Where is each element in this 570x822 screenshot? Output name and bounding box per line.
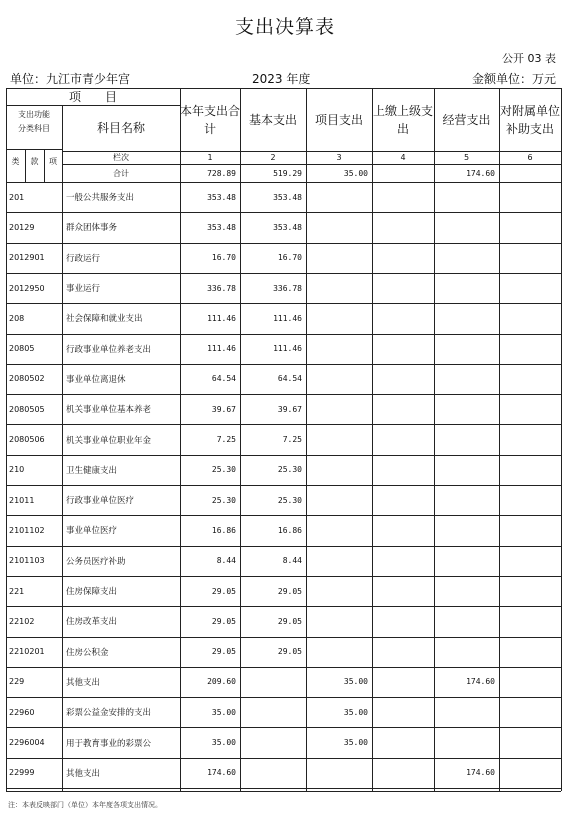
row-value: 35.00 xyxy=(343,677,368,687)
header-column-2: 基本支出 xyxy=(248,112,297,127)
row-code: 210 xyxy=(9,465,25,475)
row-value xyxy=(306,455,372,485)
grid-line xyxy=(6,88,561,89)
row-code: 2210201 xyxy=(9,647,45,657)
row-value xyxy=(499,515,561,545)
row-value xyxy=(434,697,499,727)
row-value xyxy=(499,727,561,757)
grid-line xyxy=(561,88,562,791)
row-value: 353.48 xyxy=(207,222,236,232)
row-code: 2012950 xyxy=(9,283,45,293)
header-item-label: 项 目 xyxy=(68,89,117,104)
row-value xyxy=(306,485,372,515)
total-label: 合计 xyxy=(113,168,129,178)
row-code: 221 xyxy=(9,586,25,596)
row-value: 111.46 xyxy=(207,344,236,354)
header-column-5: 经营支出 xyxy=(442,112,491,127)
row-value: 16.70 xyxy=(211,253,236,263)
header-column-1: 本年支出合计 xyxy=(180,103,240,136)
row-value xyxy=(499,394,561,424)
row-value xyxy=(372,303,434,333)
grid-line xyxy=(6,546,561,547)
row-value xyxy=(306,243,372,273)
row-name: 机关事业单位职业年金 xyxy=(66,435,152,446)
grid-line xyxy=(6,149,62,150)
fiscal-year: 2023 年度 xyxy=(252,72,311,86)
row-value xyxy=(372,455,434,485)
row-value: 25.30 xyxy=(211,495,236,505)
row-value xyxy=(434,606,499,636)
row-value: 8.44 xyxy=(282,556,302,566)
row-name: 其他支出 xyxy=(66,677,101,688)
row-value: 25.30 xyxy=(211,465,236,475)
row-value: 353.48 xyxy=(273,192,302,202)
row-value xyxy=(434,515,499,545)
grid-line xyxy=(6,424,561,425)
row-value: 29.05 xyxy=(277,647,302,657)
row-value xyxy=(306,212,372,242)
grid-line xyxy=(6,88,7,791)
row-value xyxy=(499,364,561,394)
column-index-4: 4 xyxy=(400,153,406,162)
row-value xyxy=(372,606,434,636)
row-value xyxy=(372,273,434,303)
row-code: 20129 xyxy=(9,222,35,232)
row-value xyxy=(306,758,372,788)
row-value: 29.05 xyxy=(277,586,302,596)
grid-line xyxy=(6,303,561,304)
grid-line xyxy=(6,697,561,698)
table-number: 公开 03 表 xyxy=(502,52,556,65)
grid-line xyxy=(62,105,63,791)
row-value xyxy=(434,546,499,576)
row-code: 2080506 xyxy=(9,435,45,445)
grid-line xyxy=(240,88,241,791)
grid-line xyxy=(499,88,500,791)
row-value: 353.48 xyxy=(273,222,302,232)
header-column-6: 对附属单位补助支出 xyxy=(499,103,560,136)
row-value xyxy=(499,424,561,454)
grid-line xyxy=(62,164,561,165)
row-value: 29.05 xyxy=(211,647,236,657)
row-value: 29.05 xyxy=(277,616,302,626)
grid-line xyxy=(6,182,561,183)
row-value xyxy=(372,424,434,454)
grid-line xyxy=(62,151,561,152)
row-value xyxy=(306,182,372,212)
row-value xyxy=(499,334,561,364)
total-value-6 xyxy=(499,164,561,182)
row-value: 35.00 xyxy=(343,738,368,748)
row-value xyxy=(372,758,434,788)
row-value: 16.86 xyxy=(211,525,236,535)
row-name: 住房保障支出 xyxy=(66,587,118,598)
row-value xyxy=(372,212,434,242)
row-value xyxy=(499,485,561,515)
unit-name: 单位：九江市青少年宫 xyxy=(10,72,131,86)
row-value xyxy=(306,606,372,636)
row-value xyxy=(434,576,499,606)
row-value xyxy=(306,273,372,303)
row-value xyxy=(434,364,499,394)
row-name: 卫生健康支出 xyxy=(66,465,118,476)
row-value: 29.05 xyxy=(211,616,236,626)
grid-line xyxy=(6,455,561,456)
row-value xyxy=(306,515,372,545)
row-value xyxy=(434,212,499,242)
row-name: 群众团体事务 xyxy=(66,223,118,234)
total-value-1: 728.89 xyxy=(207,168,236,178)
row-value: 209.60 xyxy=(207,677,236,687)
row-value xyxy=(372,182,434,212)
row-value: 25.30 xyxy=(277,495,302,505)
grid-line xyxy=(6,606,561,607)
total-value-2: 519.29 xyxy=(273,168,302,178)
row-code: 22960 xyxy=(9,707,35,717)
header-xiang: 项 xyxy=(49,157,57,166)
row-value: 336.78 xyxy=(207,283,236,293)
row-value xyxy=(434,485,499,515)
row-value: 64.54 xyxy=(211,374,236,384)
row-value xyxy=(372,334,434,364)
row-value xyxy=(499,182,561,212)
row-code: 22102 xyxy=(9,616,35,626)
row-value xyxy=(372,394,434,424)
row-value xyxy=(499,576,561,606)
header-column-4: 上缴上级支出 xyxy=(372,103,433,136)
row-value xyxy=(306,364,372,394)
row-name: 事业单位离退休 xyxy=(66,374,126,385)
row-name: 社会保障和就业支出 xyxy=(66,314,143,325)
row-name: 其他支出 xyxy=(66,768,101,779)
row-value xyxy=(240,697,306,727)
row-value xyxy=(499,273,561,303)
row-value xyxy=(499,303,561,333)
row-name: 事业运行 xyxy=(66,284,101,295)
row-value xyxy=(372,667,434,697)
row-value xyxy=(372,243,434,273)
row-value: 64.54 xyxy=(277,374,302,384)
grid-line xyxy=(372,88,373,791)
row-value xyxy=(434,637,499,667)
row-value xyxy=(306,334,372,364)
row-value: 111.46 xyxy=(207,313,236,323)
row-value: 8.44 xyxy=(216,556,236,566)
grid-line xyxy=(25,149,26,182)
row-code: 2080502 xyxy=(9,374,45,384)
row-value: 16.70 xyxy=(277,253,302,263)
row-value xyxy=(499,758,561,788)
row-name: 行政运行 xyxy=(66,253,101,264)
grid-line xyxy=(6,334,561,335)
grid-line xyxy=(6,394,561,395)
row-name: 行政事业单位养老支出 xyxy=(66,344,152,355)
row-value xyxy=(499,212,561,242)
row-value xyxy=(240,758,306,788)
row-value: 39.67 xyxy=(211,404,236,414)
column-index-6: 6 xyxy=(527,153,533,162)
row-value xyxy=(306,546,372,576)
row-value xyxy=(372,364,434,394)
grid-line xyxy=(6,788,561,789)
header-name-label: 科目名称 xyxy=(96,121,145,135)
row-name: 住房公积金 xyxy=(66,647,109,658)
row-value: 35.00 xyxy=(211,738,236,748)
row-code: 2101103 xyxy=(9,556,45,566)
header-lei: 类 xyxy=(11,157,20,166)
grid-line xyxy=(44,149,45,182)
row-value: 35.00 xyxy=(343,707,368,717)
row-value xyxy=(499,667,561,697)
column-index-3: 3 xyxy=(336,153,342,162)
row-code: 201 xyxy=(9,192,25,202)
grid-line xyxy=(6,637,561,638)
row-value: 35.00 xyxy=(211,707,236,717)
row-value: 25.30 xyxy=(277,465,302,475)
row-value xyxy=(372,576,434,606)
row-name: 一般公共服务支出 xyxy=(66,193,135,204)
footnote: 注：本表反映部门（单位）本年度各项支出情况。 xyxy=(8,801,162,809)
row-value xyxy=(434,243,499,273)
total-value-4 xyxy=(372,164,434,182)
row-code: 2101102 xyxy=(9,525,45,535)
header-category-label: 支出功能 分类科目 xyxy=(18,109,50,133)
row-value: 7.25 xyxy=(282,435,302,445)
row-value xyxy=(240,727,306,757)
row-value: 29.05 xyxy=(211,586,236,596)
column-index-label: 栏次 xyxy=(113,153,129,162)
row-code: 2080505 xyxy=(9,404,45,414)
row-value xyxy=(434,334,499,364)
grid-line xyxy=(6,243,561,244)
row-code: 20805 xyxy=(9,344,35,354)
row-value: 353.48 xyxy=(207,192,236,202)
row-value xyxy=(499,243,561,273)
row-code: 229 xyxy=(9,677,25,687)
row-value xyxy=(499,637,561,667)
row-name: 事业单位医疗 xyxy=(66,526,118,537)
row-value: 336.78 xyxy=(273,283,302,293)
row-name: 住房改革支出 xyxy=(66,617,118,628)
header-kuan: 款 xyxy=(30,157,39,166)
column-index-1: 1 xyxy=(207,153,213,162)
row-value xyxy=(434,455,499,485)
row-value: 174.60 xyxy=(466,677,495,687)
total-value-5: 174.60 xyxy=(466,168,495,178)
row-name: 公务员医疗补助 xyxy=(66,556,126,567)
grid-line xyxy=(6,576,561,577)
total-value-3: 35.00 xyxy=(343,168,368,178)
row-value xyxy=(240,667,306,697)
row-code: 2012901 xyxy=(9,253,45,263)
row-value xyxy=(499,606,561,636)
row-name: 彩票公益金安排的支出 xyxy=(66,708,152,719)
row-name: 用于教育事业的彩票公 xyxy=(66,738,152,749)
row-value xyxy=(306,424,372,454)
grid-line xyxy=(306,88,307,791)
row-value xyxy=(434,273,499,303)
row-code: 22999 xyxy=(9,768,35,778)
header-column-3: 项目支出 xyxy=(314,112,363,127)
row-value xyxy=(306,576,372,606)
row-value: 111.46 xyxy=(273,313,302,323)
row-value xyxy=(434,394,499,424)
row-value xyxy=(434,424,499,454)
grid-line xyxy=(6,485,561,486)
row-value xyxy=(372,515,434,545)
row-value xyxy=(372,546,434,576)
row-name: 行政事业单位医疗 xyxy=(66,496,135,507)
grid-line xyxy=(180,88,181,791)
row-code: 208 xyxy=(9,313,25,323)
grid-line xyxy=(6,105,180,106)
row-value xyxy=(306,394,372,424)
page-title: 支出决算表 xyxy=(234,16,335,38)
row-value xyxy=(499,455,561,485)
amount-unit: 金额单位：万元 xyxy=(471,72,556,86)
row-value xyxy=(499,546,561,576)
row-value: 39.67 xyxy=(277,404,302,414)
column-index-5: 5 xyxy=(463,153,470,162)
grid-line xyxy=(434,88,435,791)
row-value: 16.86 xyxy=(277,525,302,535)
row-code: 2296004 xyxy=(9,738,45,748)
row-value xyxy=(306,637,372,667)
row-value xyxy=(372,485,434,515)
row-code: 21011 xyxy=(9,495,35,505)
row-value: 174.60 xyxy=(466,768,495,778)
row-name: 机关事业单位基本养老 xyxy=(66,405,152,416)
grid-line xyxy=(6,791,561,792)
row-value xyxy=(372,697,434,727)
grid-line xyxy=(6,667,561,668)
row-value xyxy=(434,182,499,212)
row-value xyxy=(499,697,561,727)
row-value xyxy=(372,727,434,757)
grid-line xyxy=(6,212,561,213)
row-value xyxy=(372,637,434,667)
expenditure-table xyxy=(6,88,561,793)
row-value: 174.60 xyxy=(207,768,236,778)
row-value: 111.46 xyxy=(273,344,302,354)
row-value xyxy=(306,303,372,333)
column-index-2: 2 xyxy=(270,153,276,162)
row-value xyxy=(434,303,499,333)
row-value: 7.25 xyxy=(216,435,236,445)
grid-line xyxy=(6,364,561,365)
grid-line xyxy=(6,273,561,274)
grid-line xyxy=(6,727,561,728)
row-value xyxy=(434,727,499,757)
grid-line xyxy=(6,515,561,516)
grid-line xyxy=(6,758,561,759)
